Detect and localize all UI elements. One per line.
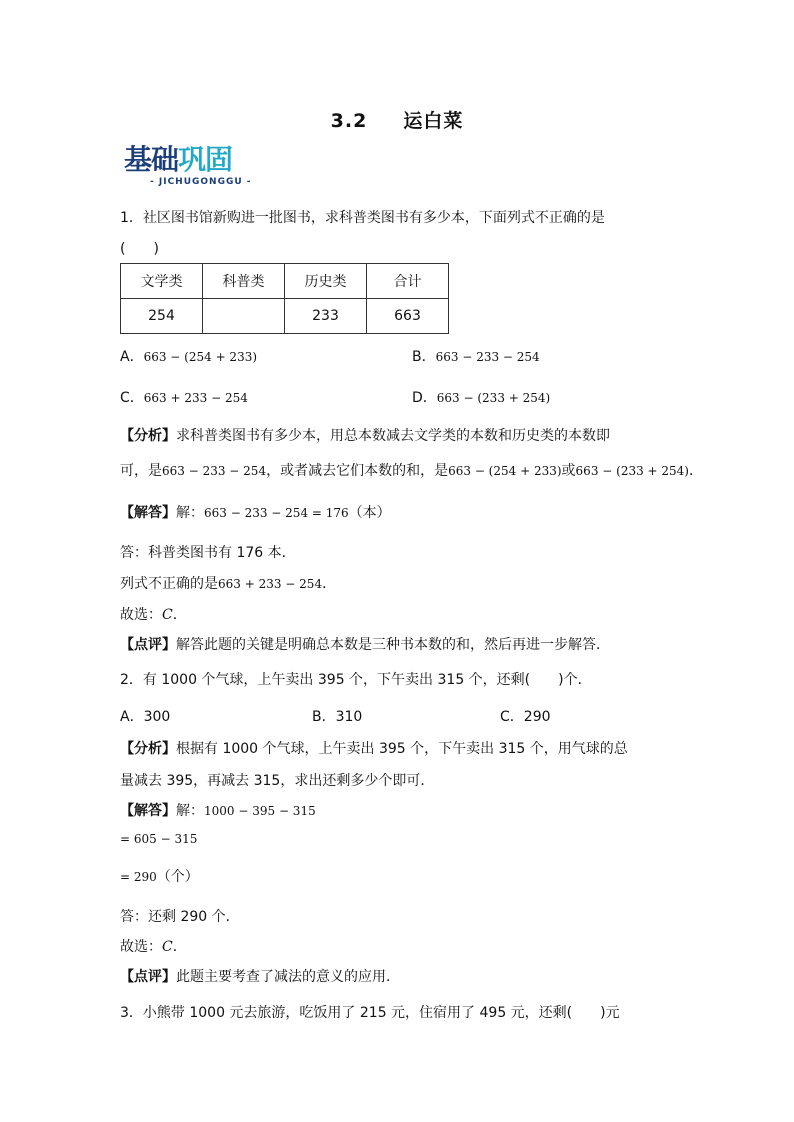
- table-cell: 254: [121, 299, 203, 334]
- solution-tag: 【解答】: [120, 803, 176, 819]
- q1-option-b: B．663 − 233 − 254: [412, 349, 540, 365]
- page-title: [0, 106, 794, 133]
- q1-analysis-line1: 【分析】求科普类图书有多少本，用总本数减去文学类的本数和历史类的本数即: [120, 428, 610, 444]
- q2-option-b: B．310: [312, 709, 363, 725]
- logo-text-part1: 基础: [124, 143, 179, 176]
- q1-stem-line1: 1．社区图书馆新购进一批图书，求科普类图书有多少本，下面列式不正确的是: [120, 210, 605, 226]
- q2-answer: 答：还剩 290 个．: [120, 909, 240, 925]
- q1-option-d: D．663 − (233 + 254): [412, 390, 551, 406]
- analysis-tag: 【分析】: [120, 741, 176, 757]
- table-header-cell: 文学类: [121, 264, 203, 299]
- section-title: 运白菜: [403, 110, 464, 132]
- logo-text-part2: 巩固: [178, 143, 233, 176]
- q2-solution: 【解答】解：1000 − 395 − 315: [120, 803, 316, 819]
- table-header-cell: 科普类: [203, 264, 285, 299]
- table-cell: 663: [367, 299, 449, 334]
- comment-tag: 【点评】: [120, 969, 176, 985]
- q2-step3: = 290（个）: [120, 869, 199, 885]
- analysis-tag: 【分析】: [120, 428, 176, 444]
- q1-solution: 【解答】解：663 − 233 − 254 = 176（本）: [120, 505, 391, 521]
- table-row: [121, 299, 449, 334]
- q2-step2: = 605 − 315: [120, 832, 198, 846]
- q1-stem-line2: ( ): [120, 241, 159, 257]
- q1-analysis-line2: 可，是663 − 233 − 254，或者减去它们本数的和，是663 − (254 + 233)或663 − (233 + 254)．: [120, 463, 703, 479]
- section-number: 3.2: [330, 110, 368, 132]
- section-logo: [124, 144, 264, 192]
- comment-tag: 【点评】: [120, 637, 176, 653]
- table-header-cell: 历史类: [285, 264, 367, 299]
- q2-comment: 【点评】此题主要考查了减法的意义的应用．: [120, 969, 400, 985]
- q2-analysis-line2: 量减去 395，再减去 315，求出还剩多少个即可．: [120, 773, 435, 789]
- q1-choice: 故选：C．: [120, 607, 187, 623]
- solution-tag: 【解答】: [120, 505, 176, 521]
- q1-book-table: [120, 263, 449, 334]
- q1-answer: 答：科普类图书有 176 本．: [120, 545, 296, 561]
- q3-stem: 3．小熊带 1000 元去旅游，吃饭用了 215 元，住宿用了 495 元，还剩( )元: [120, 1005, 620, 1021]
- q2-analysis-line1: 【分析】根据有 1000 个气球，上午卖出 395 个，下午卖出 315 个，用气球的总: [120, 741, 628, 757]
- logo-subtitle: - JICHUGONGGU -: [150, 177, 252, 187]
- q1-option-c: C．663 + 233 − 254: [120, 390, 248, 406]
- q1-option-a: A．663 − (254 + 233): [120, 349, 258, 365]
- table-header-cell: 合计: [367, 264, 449, 299]
- table-cell: 233: [285, 299, 367, 334]
- q2-stem: 2．有 1000 个气球，上午卖出 395 个，下午卖出 315 个，还剩( )个．: [120, 672, 592, 688]
- q1-comment: 【点评】解答此题的关键是明确总本数是三种书本数的和，然后再进一步解答．: [120, 637, 610, 653]
- q2-option-a: A．300: [120, 709, 171, 725]
- q2-option-c: C．290: [500, 709, 551, 725]
- q2-choice: 故选：C．: [120, 939, 187, 955]
- q1-incorrect-statement: 列式不正确的是663 + 233 − 254．: [120, 576, 337, 592]
- table-header-row: [121, 264, 449, 299]
- table-cell: [203, 299, 285, 334]
